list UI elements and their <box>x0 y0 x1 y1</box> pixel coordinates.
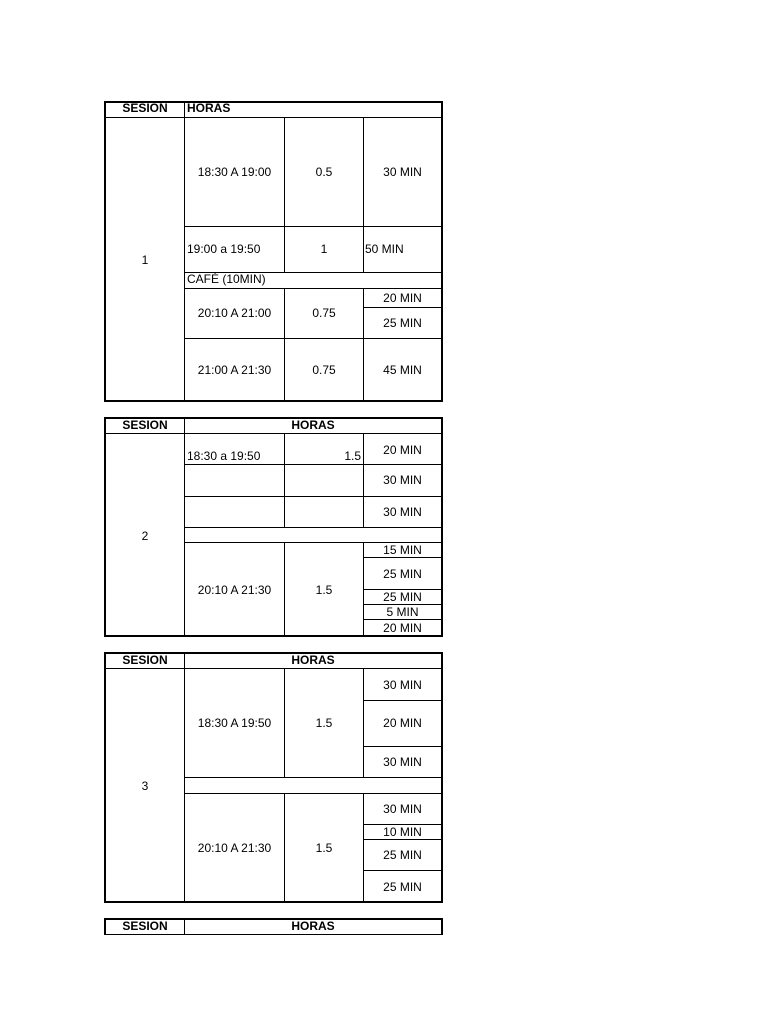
minutes-value: 25 MIN <box>383 848 422 862</box>
border <box>104 668 442 669</box>
session-number: 3 <box>141 779 149 793</box>
border <box>364 839 442 840</box>
border <box>184 496 442 497</box>
minutes-value: 25 MIN <box>383 316 422 330</box>
border <box>184 417 185 637</box>
sesion-header: SESION <box>122 418 168 432</box>
sesion-header: SESION <box>122 919 168 933</box>
minutes-value: 20 MIN <box>383 621 422 635</box>
minutes-value: 30 MIN <box>383 755 422 769</box>
border <box>104 417 106 637</box>
border <box>104 652 106 903</box>
border <box>441 101 443 402</box>
border <box>363 288 364 401</box>
minutes-value: 15 MIN <box>383 543 422 557</box>
minutes-value: 25 MIN <box>383 880 422 894</box>
minutes-value: 10 MIN <box>383 825 422 839</box>
border <box>364 746 442 747</box>
minutes-value: 25 MIN <box>383 567 422 581</box>
border <box>284 288 285 401</box>
border <box>104 433 442 434</box>
time-range: 18:30 a 19:50 <box>187 449 261 463</box>
horas-header: HORAS <box>291 653 335 667</box>
border <box>184 793 442 794</box>
minutes-value: 30 MIN <box>383 505 422 519</box>
time-range: 20:10 A 21:30 <box>197 841 272 855</box>
minutes-value: 30 MIN <box>383 473 422 487</box>
border <box>441 652 443 903</box>
border <box>104 117 442 118</box>
time-range: 20:10 A 21:30 <box>197 583 272 597</box>
border <box>441 417 443 637</box>
minutes-value: 20 MIN <box>383 291 422 305</box>
border <box>184 777 442 778</box>
minutes-value: 20 MIN <box>383 443 422 457</box>
border <box>184 652 185 903</box>
hours-value: 1.5 <box>315 583 333 597</box>
minutes-value: 5 MIN <box>386 605 419 619</box>
minutes-value: 25 MIN <box>383 590 422 604</box>
border <box>184 101 185 402</box>
horas-header: HORAS <box>291 418 335 432</box>
border <box>184 527 442 528</box>
horas-header: HORAS <box>291 919 335 933</box>
time-range: 21:00 A 21:30 <box>197 363 272 377</box>
minutes-value: 20 MIN <box>383 716 422 730</box>
border <box>363 117 364 273</box>
border <box>364 557 442 558</box>
border <box>364 307 442 308</box>
session-number: 2 <box>141 529 149 543</box>
time-range: 20:10 A 21:00 <box>197 306 272 320</box>
border <box>104 400 442 402</box>
sesion-header: SESION <box>122 653 168 667</box>
hours-value: 1.5 <box>315 716 333 730</box>
minutes-value: 50 MIN <box>365 242 404 256</box>
border <box>184 464 442 465</box>
time-range: 18:30 A 19:00 <box>197 165 272 179</box>
border <box>364 870 442 871</box>
border <box>441 918 443 935</box>
border <box>104 101 106 402</box>
border <box>184 338 442 339</box>
border <box>184 226 442 227</box>
border <box>364 700 442 701</box>
time-range: 18:30 A 19:50 <box>197 716 272 730</box>
time-range: 19:00 a 19:50 <box>187 242 261 256</box>
hours-value: 0.75 <box>312 363 336 377</box>
border <box>284 433 285 528</box>
border <box>104 901 442 903</box>
hours-value: 0.5 <box>315 165 333 179</box>
session-number: 1 <box>141 253 149 267</box>
minutes-value: 30 MIN <box>383 678 422 692</box>
hours-value: 1.5 <box>344 449 361 463</box>
minutes-value: 45 MIN <box>383 363 422 377</box>
border <box>104 934 442 935</box>
coffee-break: CAFÉ (10MIN) <box>187 272 266 286</box>
sesion-header: SESION <box>122 101 168 115</box>
border <box>184 288 442 289</box>
hours-value: 0.75 <box>312 306 336 320</box>
minutes-value: 30 MIN <box>383 802 422 816</box>
border <box>104 635 442 637</box>
hours-value: 1 <box>320 242 328 256</box>
border <box>364 619 442 620</box>
minutes-value: 30 MIN <box>383 165 422 179</box>
hours-value: 1.5 <box>315 841 333 855</box>
horas-header: HORAS <box>187 101 231 115</box>
